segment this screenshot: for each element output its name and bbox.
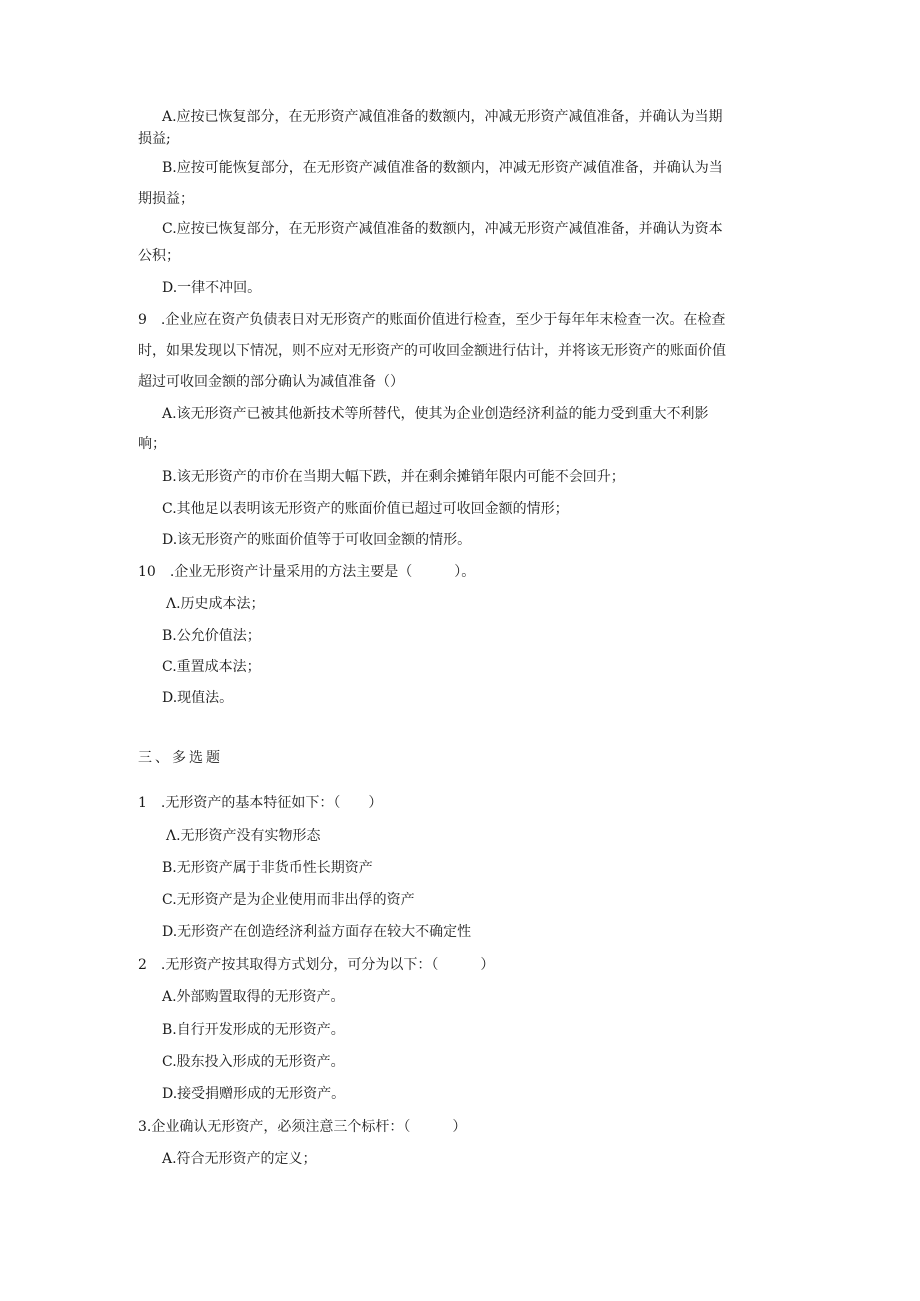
q10-option-b: B.公允价值法；: [162, 628, 261, 644]
q10-stem: 10 .企业无形资产计量采用的方法主要是（ ）。: [138, 564, 476, 580]
m1-option-a: Λ.无形资产没有实物形态: [166, 828, 321, 844]
q10-option-c: C.重置成本法；: [162, 659, 261, 675]
q9-stem-line3: 超过可收回金额的部分确认为减值准备（）: [138, 374, 404, 390]
m1-option-c: C.无形资产是为企业使用而非出俘的资产: [162, 892, 415, 908]
q8-option-a-line1: A.应按已恢复部分，在无形资产减值准备的数额内，冲减无形资产减值准备，并确认为当期: [162, 109, 723, 125]
m1-option-d: D.无形资产在创造经济利益方面存在较大不确定性: [162, 924, 472, 940]
q9-option-b: B.该无形资产的市价在当期大幅下跌，并在剩余摊销年限内可能不会回升；: [162, 469, 625, 485]
q10-option-d: D.现值法。: [162, 690, 234, 706]
q8-option-b-line1: B.应按可能恢复部分，在无形资产减值准备的数额内，冲减无形资产减值准备，并确认为当: [162, 160, 723, 176]
q9-option-d: D.该无形资产的账面价值等于可收回金额的情形。: [162, 532, 472, 548]
q9-option-a-line2: 响；: [138, 436, 166, 452]
m2-option-d: D.接受捐赠形成的无形资产。: [162, 1086, 346, 1102]
q9-stem-line1: 9 .企业应在资产负债表日对无形资产的账面价值进行检查，至少于每年年末检查一次。在检查: [138, 312, 726, 328]
section-heading: 三、多选题: [138, 750, 223, 766]
q8-option-a-line2: 损益;: [138, 131, 171, 147]
q9-stem-line2: 时，如果发现以下情况，则不应对无形资产的可收回金额进行估计，并将该无形资产的账面价值: [138, 343, 726, 359]
q8-option-b-line2: 期损益；: [138, 191, 194, 207]
m3-option-a: A.符合无形资产的定义；: [162, 1151, 317, 1167]
m2-option-c: C.股东投入形成的无形资产。: [162, 1054, 345, 1070]
q9-option-c: C.其他足以表明该无形资产的账面价值已超过可收回金额的情形；: [162, 501, 569, 517]
q8-option-c-line2: 公积；: [138, 248, 180, 264]
q9-option-a-line1: A.该无形资产已被其他新技术等所替代，使其为企业创造经济利益的能力受到重大不利影: [162, 406, 709, 422]
q10-option-a: Λ.历史成本法；: [166, 596, 265, 612]
m1-option-b: B.无形资产属于非货币性长期资产: [162, 860, 373, 876]
m2-option-b: B.自行开发形成的无形资产。: [162, 1022, 345, 1038]
m1-stem: 1 .无形资产的基本特征如下：（ ）: [138, 795, 383, 811]
m3-stem: 3.企业确认无形资产，必须注意三个标杆：（ ）: [138, 1119, 467, 1135]
m2-stem: 2 .无形资产按其取得方式划分，可分为以下：（ ）: [138, 957, 495, 973]
m2-option-a: A.外部购置取得的无形资产。: [162, 989, 345, 1005]
q8-option-d: D.一律不冲回。: [162, 280, 262, 296]
q8-option-c-line1: C.应按已恢复部分，在无形资产减值准备的数额内，冲减无形资产减值准备，并确认为资本: [162, 221, 723, 237]
